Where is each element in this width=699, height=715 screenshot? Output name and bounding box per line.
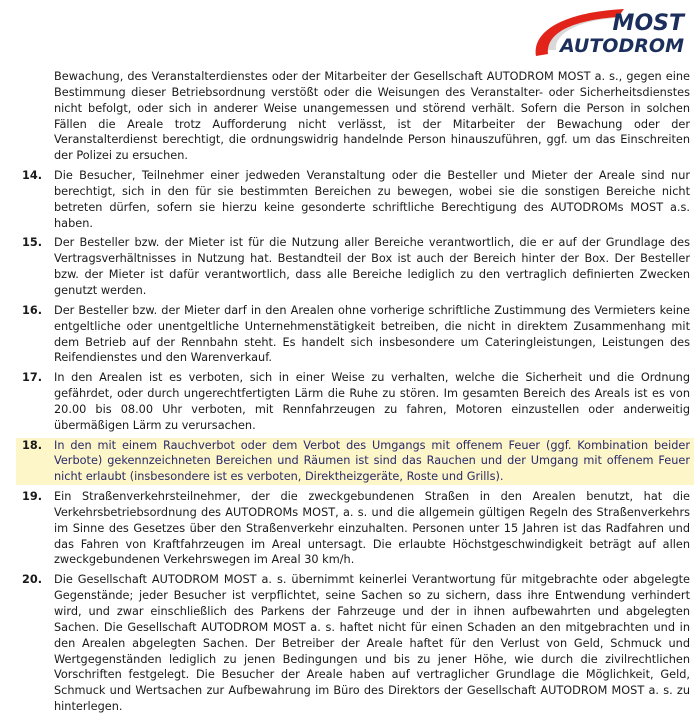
item-number: 15. [22, 236, 43, 250]
item-text: Der Besteller bzw. der Mieter darf in den Arealen ohne vorherige schriftliche Zustimmung des Vermieters keine entgeltliche oder unentgeltliche Unternehmenstätigkeit betreiben, die nicht in direktem Zusammenhang mit dem Betrieb auf der Rennbahn steht. Es handelt sich insbesondere um Cateringleistungen, Leistungen des Reifendienstes und den Warenverkauf. [54, 303, 690, 365]
item-number: 20. [22, 573, 43, 587]
item-number: 19. [22, 490, 43, 504]
item-text: Die Besucher, Teilnehmer einer jedweden Veranstaltung oder die Besteller und Mieter der Areale sind nur berechtigt, sich in den für sie bestimmten Bereichen zu bewegen, wobei sie die sonstigen Bereiche nicht betreten dürfen, sofern sie hierzu keine gesonderte schriftliche Berechtigung des AUTODROMs MOST a.s. haben. [54, 169, 690, 230]
list-item-17 [22, 370, 690, 433]
list-item-19 [22, 489, 690, 568]
logo-graphic [532, 6, 690, 60]
logo-line2: AUTODROM [557, 35, 685, 57]
item-text: In den Arealen ist es verboten, sich in einer Weise zu verhalten, welche die Sicherheit und die Ordnung gefährdet, oder durch ungerechtfertigten Lärm die Ruhe zu stören. Im gesamten Bereich des Areals ist es von 20.00 bis 08.00 Uhr verboten, mit Rennfahrzeugen zu fahren, Motoren einzustellen oder anderweitig übermäßigen Lärm zu verursachen. [54, 371, 690, 432]
item-text: Ein Straßenverkehrsteilnehmer, der die zweckgebundenen Straßen in den Arealen benutzt, hat die Verkehrsbetriebsordnung des AUTODROMs MOST, a. s. und die allgemein gültigen Regeln des Straßenverkehrs im Sinne des Gesetzes über den Straßenverkehr einzuhalten. Personen unter 15 Jahren ist das Radfahren und das Fahren von Kraftfahrzeugen im Areal untersagt. Die erlaubte Höchstgeschwindigkeit beträgt auf allen zweckgebundenen Verkehrswegen im Areal 30 km/h. [54, 490, 690, 567]
list-item-18-highlighted [16, 438, 694, 486]
item-number: 17. [22, 371, 43, 385]
list-item-15 [22, 235, 690, 298]
list-item-16 [22, 303, 690, 366]
item-number: 14. [22, 169, 43, 183]
list-item-20 [22, 572, 690, 715]
item-text: In den mit einem Rauchverbot oder dem Verbot des Umgangs mit offenem Feuer (ggf. Kombination beider Verbote) gekennzeichneten Bereichen und Räumen ist sind das Rauchen und der Umgang mit offenem Feuer nicht erlaubt (insbesondere ist es verboten, Direktheizgeräte, Roste und Grills). [54, 438, 690, 484]
item-text: Der Besteller bzw. der Mieter ist für die Nutzung aller Bereiche verantwortlich, die er auf der Grundlage des Vertragsverhältnisses in Nutzung hat. Bestandteil der Box ist auch der Bereich hinter der Box. Der Besteller bzw. der Mieter ist dafür verantwortlich, dass alle Bereiche lediglich zu den vertraglich definierten Zwecken genutzt werden. [54, 236, 690, 297]
item-number: 16. [22, 303, 43, 317]
autodrom-most-logo [532, 6, 690, 60]
list-item-14 [22, 168, 690, 231]
item-text: Die Gesellschaft AUTODROM MOST a. s. übernimmt keinerlei Verantwortung für mitgebrachte oder abgelegte Gegenstände; jeder Besucher ist verpflichtet, seine Sachen so zu sichern, dass ihre Entwendung verhindert wird, und zwar einschließlich des Parkens der Fahrzeuge und der in ihnen aufbewahrten und abgelegten Sachen. Die Gesellschaft AUTODROM MOST a. s. haftet nicht für einen Schaden an den mitgebrachten und in den Arealen abgelegten Sachen. Der Betreiber der Areale haftet für den Verlust von Geld, Schmuck und Wertgegenständen lediglich zu jenen Bedingungen und bis zu jener Höhe, wie durch die zivilrechtlichen Vorschriften festgelegt. Die Besucher der Areale haben auf vertraglicher Grundlage die Möglichkeit, Geld, Schmuck und Wertsachen zur Aufbewahrung im Büro des Direktors der Gesellschaft AUTODROM MOST a. s. zu hinterlegen. [54, 573, 690, 714]
item-number: 18. [22, 438, 43, 452]
logo-line1: MOST [612, 11, 684, 36]
document-body [22, 69, 690, 715]
intro-paragraph: Bewachung, des Veranstalterdienstes oder der Mitarbeiter der Gesellschaft AUTODROM MOST a. s., gegen eine Bestimmung dieser Betriebsordnung verstößt oder die Weisungen des Veranstalter- oder Sicherheitsdienstes nicht befolgt, oder sich in anderer Weise unangemessen und störend verhält. Sofern die Person in solchen Fällen die Areale trotz Aufforderung nicht verlässt, ist der Mitarbeiter der Bewachung oder der Veranstalterdienst berechtigt, die ordnungswidrig handelnde Person hinauszuführen, ggf. um das Einschreiten der Polizei zu ersuchen. [54, 70, 690, 163]
